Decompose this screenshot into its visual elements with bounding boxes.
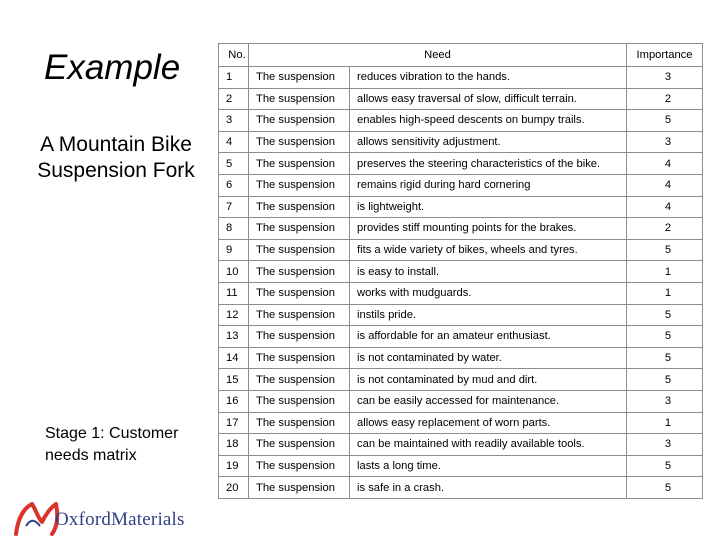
cell-number: 6: [219, 174, 249, 196]
cell-need: is affordable for an amateur enthusiast.: [350, 326, 627, 348]
cell-importance: 3: [627, 67, 703, 89]
cell-importance: 5: [627, 239, 703, 261]
cell-importance: 3: [627, 434, 703, 456]
cell-subject: The suspension: [249, 347, 350, 369]
cell-subject: The suspension: [249, 131, 350, 153]
cell-need: is not contaminated by water.: [350, 347, 627, 369]
cell-number: 1: [219, 67, 249, 89]
cell-number: 12: [219, 304, 249, 326]
cell-need: works with mudguards.: [350, 282, 627, 304]
cell-importance: 5: [627, 455, 703, 477]
cell-number: 5: [219, 153, 249, 175]
cell-number: 9: [219, 239, 249, 261]
cell-number: 16: [219, 390, 249, 412]
cell-need: is easy to install.: [350, 261, 627, 283]
cell-subject: The suspension: [249, 434, 350, 456]
cell-need: provides stiff mounting points for the brakes.: [350, 218, 627, 240]
cell-importance: 4: [627, 196, 703, 218]
cell-importance: 4: [627, 174, 703, 196]
table-row: [219, 304, 703, 326]
table-row: [219, 369, 703, 391]
cell-need: reduces vibration to the hands.: [350, 67, 627, 89]
cell-importance: 5: [627, 347, 703, 369]
stage-label: Stage 1: Customer needs matrix: [45, 425, 179, 464]
cell-subject: The suspension: [249, 390, 350, 412]
cell-number: 13: [219, 326, 249, 348]
cell-need: is not contaminated by mud and dirt.: [350, 369, 627, 391]
cell-subject: The suspension: [249, 218, 350, 240]
table-row: [219, 88, 703, 110]
table-row: [219, 153, 703, 175]
cell-subject: The suspension: [249, 304, 350, 326]
table-row: [219, 131, 703, 153]
cell-need: can be easily accessed for maintenance.: [350, 390, 627, 412]
cell-need: is lightweight.: [350, 196, 627, 218]
cell-need: lasts a long time.: [350, 455, 627, 477]
cell-subject: The suspension: [249, 67, 350, 89]
cell-need: instils pride.: [350, 304, 627, 326]
table-row: [219, 239, 703, 261]
cell-importance: 5: [627, 110, 703, 132]
cell-importance: 3: [627, 390, 703, 412]
table-row: [219, 412, 703, 434]
cell-number: 15: [219, 369, 249, 391]
table-row: [219, 477, 703, 499]
cell-need: enables high-speed descents on bumpy trails.: [350, 110, 627, 132]
cell-importance: 1: [627, 261, 703, 283]
cell-subject: The suspension: [249, 239, 350, 261]
cell-number: 14: [219, 347, 249, 369]
cell-importance: 2: [627, 88, 703, 110]
cell-number: 4: [219, 131, 249, 153]
table-row: [219, 390, 703, 412]
cell-importance: 5: [627, 477, 703, 499]
cell-subject: The suspension: [249, 369, 350, 391]
cell-importance: 1: [627, 282, 703, 304]
cell-importance: 5: [627, 326, 703, 348]
table-row: [219, 347, 703, 369]
cell-importance: 4: [627, 153, 703, 175]
cell-number: 3: [219, 110, 249, 132]
cell-need: fits a wide variety of bikes, wheels and tyres.: [350, 239, 627, 261]
cell-number: 17: [219, 412, 249, 434]
cell-need: remains rigid during hard cornering: [350, 174, 627, 196]
cell-subject: The suspension: [249, 261, 350, 283]
table-row: [219, 434, 703, 456]
cell-importance: 2: [627, 218, 703, 240]
cell-importance: 5: [627, 369, 703, 391]
cell-number: 11: [219, 282, 249, 304]
cell-number: 19: [219, 455, 249, 477]
table-row: [219, 282, 703, 304]
cell-subject: The suspension: [249, 153, 350, 175]
table-row: [219, 174, 703, 196]
cell-importance: 1: [627, 412, 703, 434]
table-row: [219, 326, 703, 348]
table-row: [219, 67, 703, 89]
slide-title: Example: [44, 48, 181, 87]
logo-wordmark: OxfordMaterials: [55, 509, 185, 530]
cell-need: allows easy traversal of slow, difficult terrain.: [350, 88, 627, 110]
cell-subject: The suspension: [249, 88, 350, 110]
cell-number: 8: [219, 218, 249, 240]
cell-subject: The suspension: [249, 412, 350, 434]
cell-number: 18: [219, 434, 249, 456]
cell-need: preserves the steering characteristics of the bike.: [350, 153, 627, 175]
cell-importance: 5: [627, 304, 703, 326]
cell-subject: The suspension: [249, 455, 350, 477]
table-row: [219, 196, 703, 218]
cell-subject: The suspension: [249, 477, 350, 499]
cell-need: can be maintained with readily available tools.: [350, 434, 627, 456]
cell-subject: The suspension: [249, 110, 350, 132]
column-header-importance: Importance: [627, 44, 703, 67]
table-row: [219, 218, 703, 240]
table-row: [219, 110, 703, 132]
customer-needs-table: [218, 43, 703, 499]
table-row: [219, 455, 703, 477]
table-header-row: [219, 44, 703, 67]
column-header-no: No.: [219, 44, 249, 67]
cell-number: 2: [219, 88, 249, 110]
table-row: [219, 261, 703, 283]
cell-subject: The suspension: [249, 282, 350, 304]
cell-number: 10: [219, 261, 249, 283]
cell-subject: The suspension: [249, 326, 350, 348]
cell-need: is safe in a crash.: [350, 477, 627, 499]
cell-subject: The suspension: [249, 174, 350, 196]
cell-number: 20: [219, 477, 249, 499]
column-header-need: Need: [249, 44, 627, 67]
cell-subject: The suspension: [249, 196, 350, 218]
cell-number: 7: [219, 196, 249, 218]
cell-importance: 3: [627, 131, 703, 153]
cell-need: allows sensitivity adjustment.: [350, 131, 627, 153]
slide-subtitle: A Mountain Bike Suspension Fork: [37, 133, 195, 182]
cell-need: allows easy replacement of worn parts.: [350, 412, 627, 434]
